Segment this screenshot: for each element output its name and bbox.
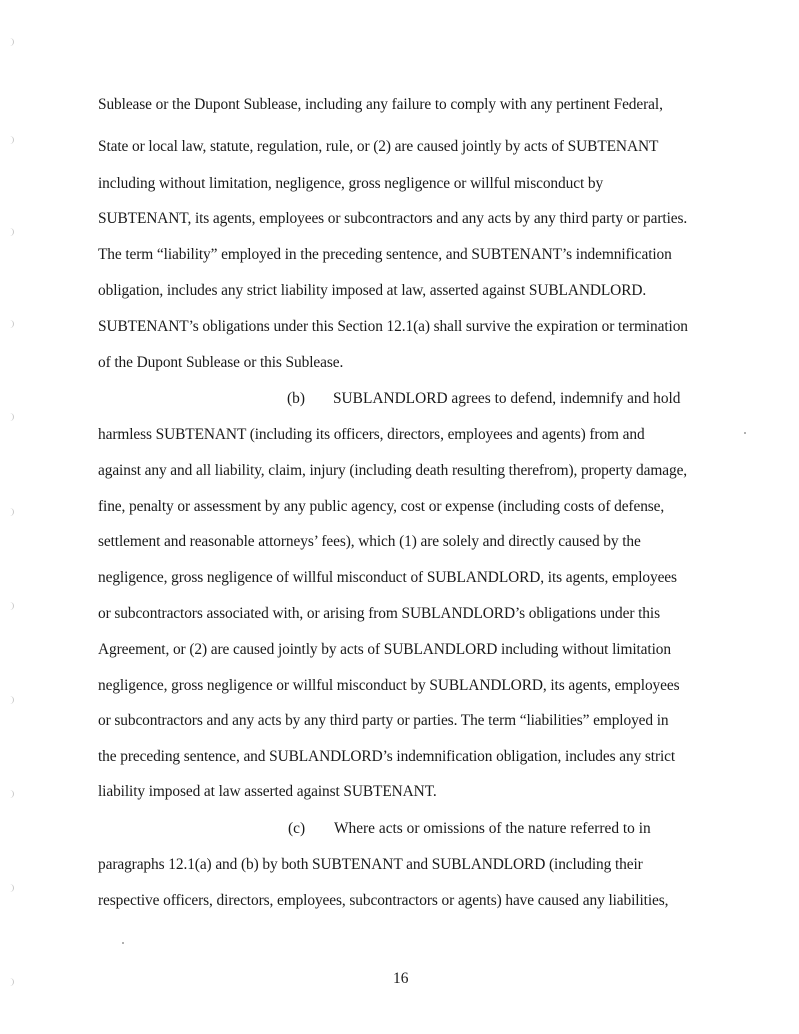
scan-mark <box>10 508 14 516</box>
paragraph-b-line: liability imposed at law asserted against SUBTENANT. <box>98 783 437 800</box>
scan-mark <box>10 320 14 328</box>
paragraph-b-line: settlement and reasonable attorneys’ fees), which (1) are solely and directly caused by the <box>98 533 641 550</box>
paragraph-a-line: SUBTENANT, its agents, employees or subcontractors and any acts by any third party or parties. <box>98 210 688 227</box>
paragraph-b-line: negligence, gross negligence or willful misconduct by SUBLANDLORD, its agents, employees <box>98 677 680 694</box>
paragraph-a-line: The term “liability” employed in the preceding sentence, and SUBTENANT’s indemnification <box>98 246 672 263</box>
paragraph-a-line: SUBTENANT’s obligations under this Section 12.1(a) shall survive the expiration or termination <box>98 318 688 335</box>
scan-mark <box>10 136 14 144</box>
paragraph-b-label: (b) <box>287 390 305 407</box>
paragraph-a-line: State or local law, statute, regulation, rule, or (2) are caused jointly by acts of SUBTENANT <box>98 138 659 155</box>
scan-mark <box>10 696 14 704</box>
paragraph-b-line: the preceding sentence, and SUBLANDLORD’s indemnification obligation, includes any strict <box>98 748 676 765</box>
paragraph-a-line: including without limitation, negligence, gross negligence or willful misconduct by <box>98 175 604 192</box>
paragraph-a-line: obligation, includes any strict liability imposed at law, asserted against SUBLANDLORD. <box>98 282 647 299</box>
paragraph-c-line: paragraphs 12.1(a) and (b) by both SUBTENANT and SUBLANDLORD (including their <box>98 856 643 873</box>
paragraph-c-first-line: Where acts or omissions of the nature referred to in <box>334 820 651 837</box>
paragraph-c-line: respective officers, directors, employees, subcontractors or agents) have caused any liabilities, <box>98 892 669 909</box>
paragraph-b-line: negligence, gross negligence of willful misconduct of SUBLANDLORD, its agents, employees <box>98 569 677 586</box>
scan-mark <box>10 38 14 46</box>
page-number: 16 <box>393 970 409 987</box>
paragraph-b-line: Agreement, or (2) are caused jointly by acts of SUBLANDLORD including without limitation <box>98 641 671 658</box>
scan-speck <box>744 432 746 434</box>
paragraph-a-line: Sublease or the Dupont Sublease, including any failure to comply with any pertinent Federal, <box>98 96 663 113</box>
scan-mark <box>10 602 14 610</box>
scan-mark <box>10 884 14 892</box>
paragraph-b-line: harmless SUBTENANT (including its officers, directors, employees and agents) from and <box>98 426 645 443</box>
scan-mark <box>10 978 14 986</box>
paragraph-b-line: against any and all liability, claim, injury (including death resulting therefrom), property damage, <box>98 462 688 479</box>
scan-mark <box>10 228 14 236</box>
scan-mark <box>10 790 14 798</box>
paragraph-b-line: or subcontractors and any acts by any third party or parties. The term “liabilities” employed in <box>98 712 669 729</box>
paragraph-a-line: of the Dupont Sublease or this Sublease. <box>98 354 344 371</box>
scan-speck <box>122 942 124 944</box>
paragraph-c-label: (c) <box>288 820 306 837</box>
paragraph-b-line: fine, penalty or assessment by any public agency, cost or expense (including costs of defense, <box>98 498 665 515</box>
scan-mark <box>10 413 14 421</box>
paragraph-b-first-line: SUBLANDLORD agrees to defend, indemnify and hold <box>333 390 681 407</box>
paragraph-b-line: or subcontractors associated with, or arising from SUBLANDLORD’s obligations under this <box>98 605 660 622</box>
